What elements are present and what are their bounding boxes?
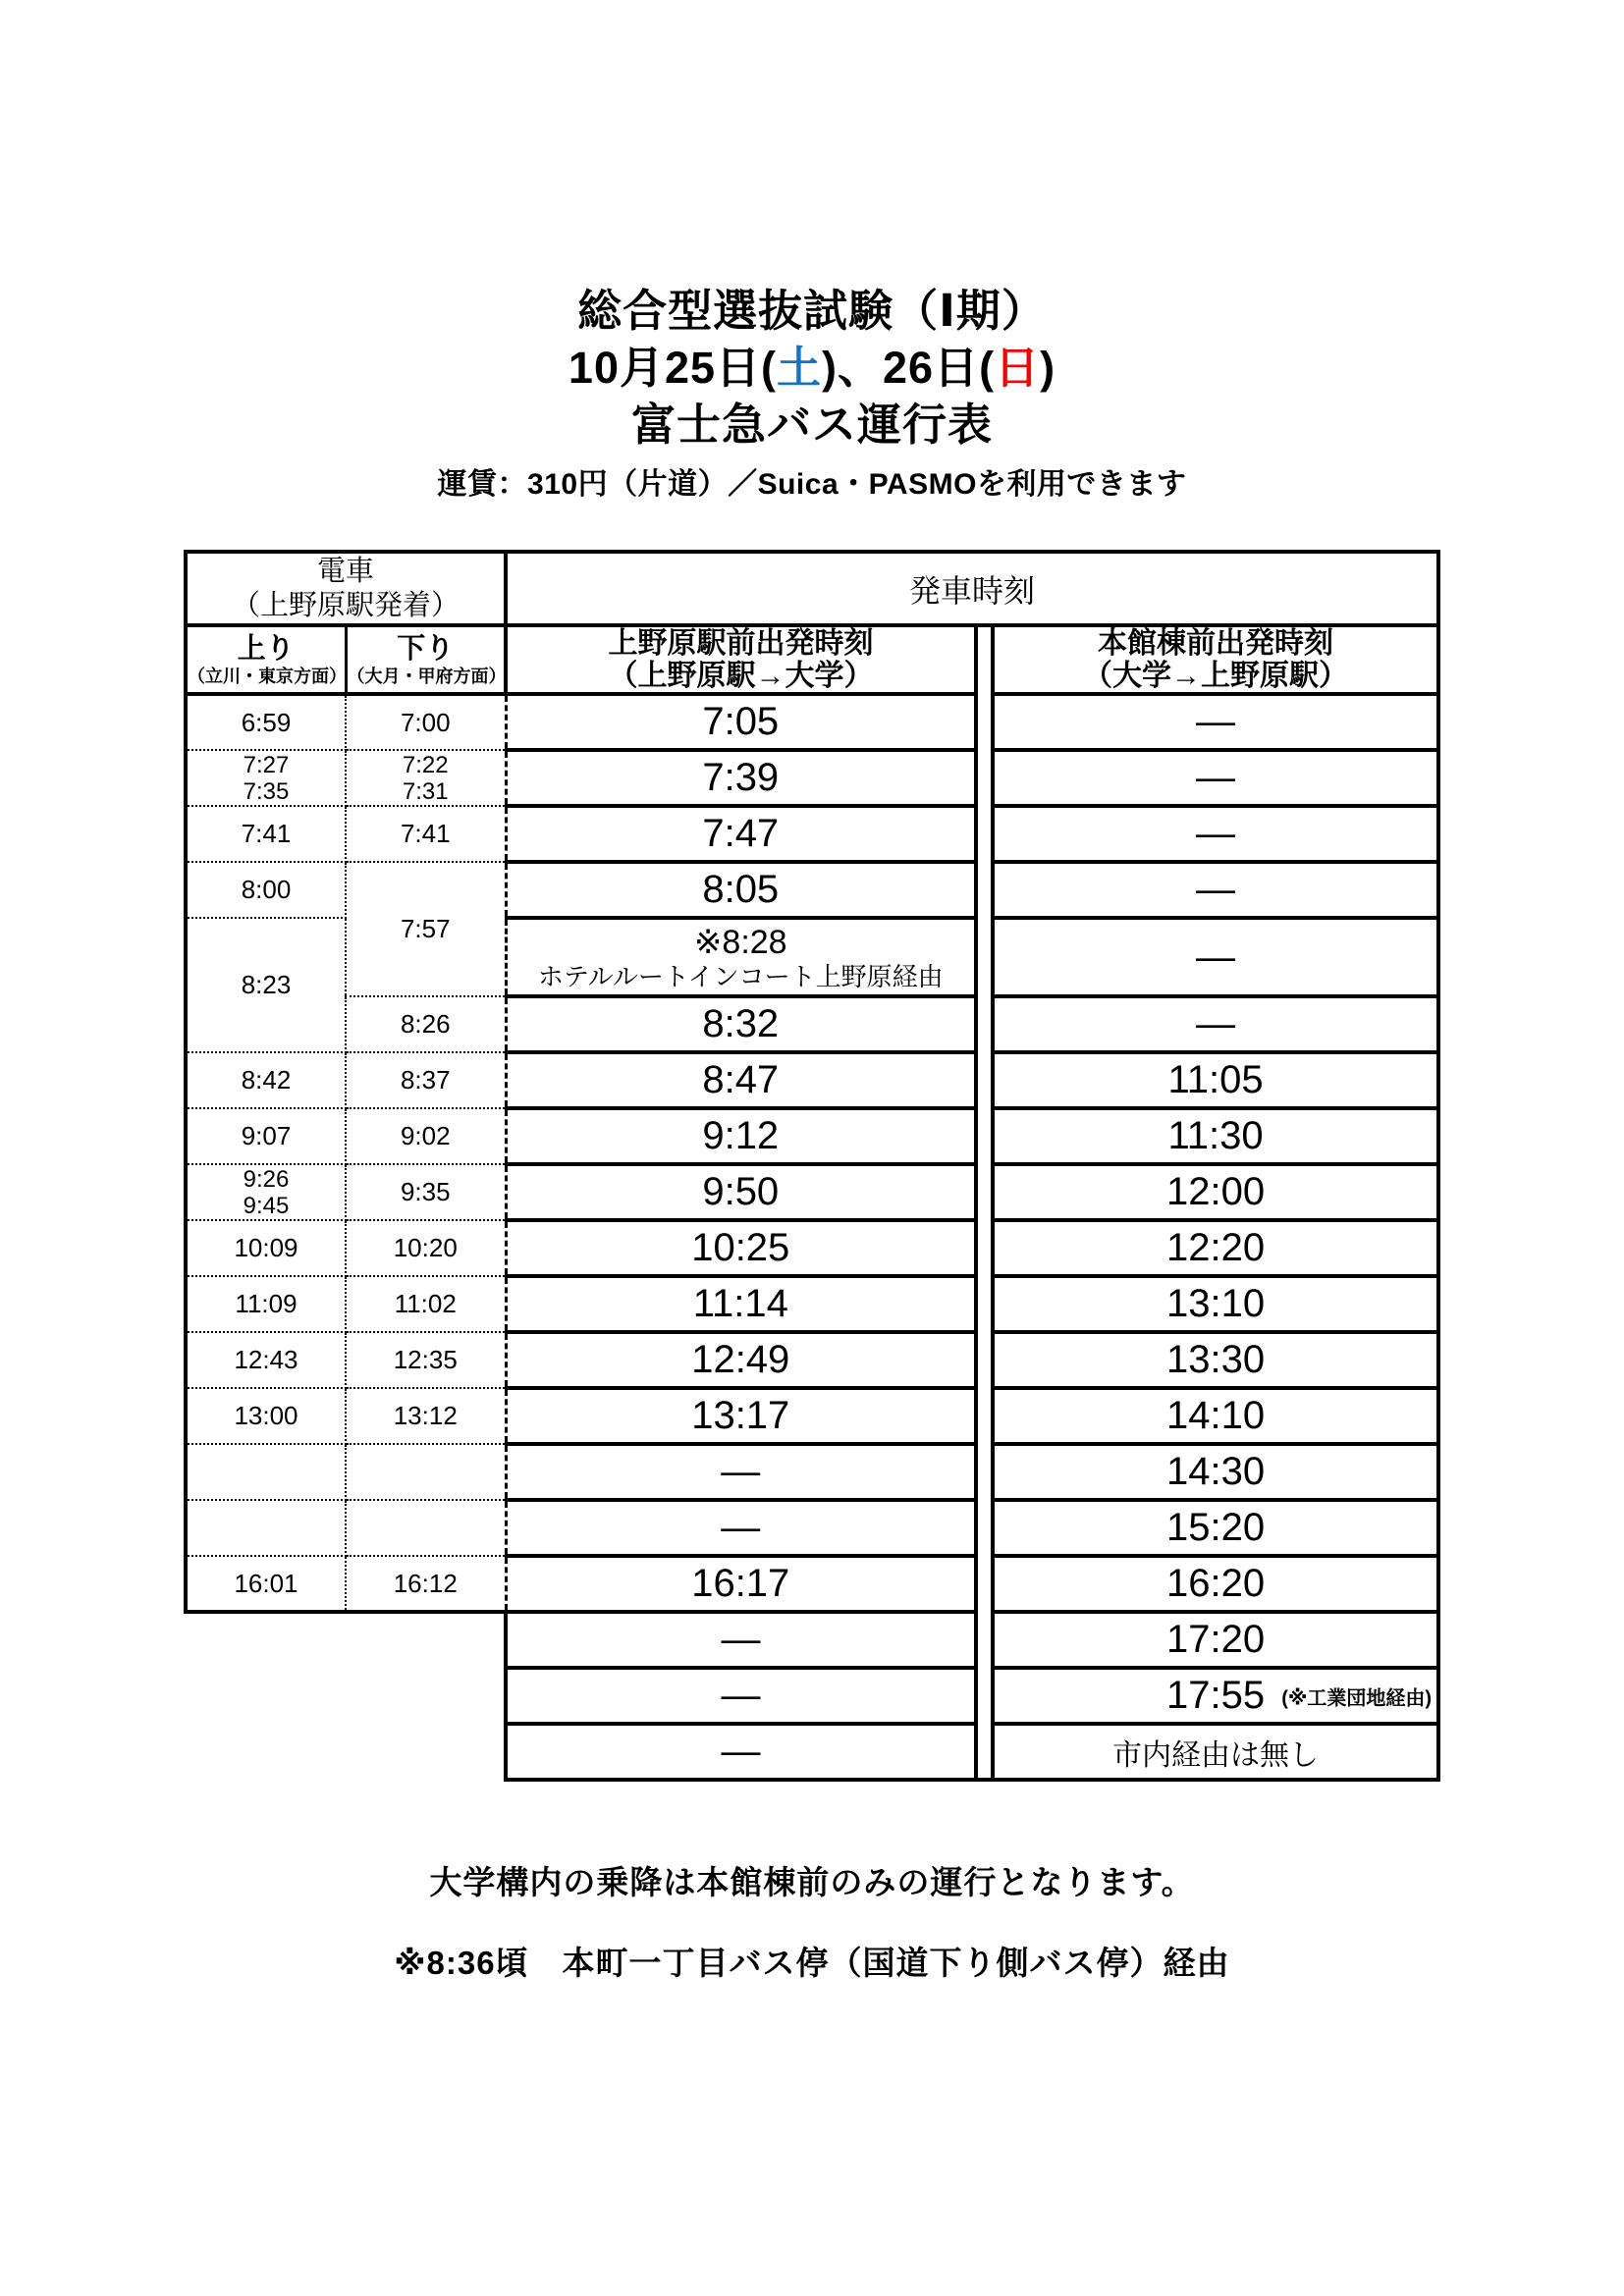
train-down-time (346, 1444, 506, 1500)
train-down-time: 7:41 (346, 806, 506, 862)
bus-from-station-time: — (506, 1500, 976, 1556)
campus-stop-note: 大学構内の乗降は本館棟前のみの運行となります。 (429, 1864, 1195, 1900)
bus-from-campus-time: — (993, 918, 1438, 996)
date-sunday: 日 (995, 343, 1041, 393)
bus-timetable-table (184, 550, 1440, 1782)
double-line-spacer (976, 1220, 993, 1276)
bus-from-station-time-text: ※8:28 (693, 923, 787, 961)
double-line-spacer (976, 1500, 993, 1556)
hommachi-busstop-note: ※8:36頃 本町一丁目バス停（国道下り側バス停）経由 (394, 1945, 1230, 1981)
train-group-label: 電車 (317, 555, 375, 587)
bus-from-station-time: — (506, 1724, 976, 1780)
double-line-spacer (976, 918, 993, 996)
double-line-spacer (976, 806, 993, 862)
bus-from-station-time: 7:39 (506, 750, 976, 806)
train-up-time: 7:41 (186, 806, 346, 862)
header-row-groups (186, 552, 1438, 625)
bus-from-campus-time: 13:10 (993, 1276, 1438, 1332)
bus-from-station-time: 12:49 (506, 1332, 976, 1388)
double-line-spacer (976, 1556, 993, 1612)
bus-from-campus-time: 14:30 (993, 1444, 1438, 1500)
campus-departure-direction: （大学→上野原駅） (1083, 660, 1349, 692)
bus-from-campus-time: 12:00 (993, 1164, 1438, 1220)
up-train-label: 上り (237, 632, 295, 665)
table-row (186, 862, 1438, 918)
double-line-spacer (976, 1332, 993, 1388)
bus-from-campus-time: — (993, 750, 1438, 806)
exam-title-text: 総合型選抜試験（Ⅰ期） (577, 286, 1047, 336)
bus-from-campus-time (993, 1668, 1438, 1724)
train-down-time: 12:35 (346, 1332, 506, 1388)
train-down-time: 7:57 (346, 862, 506, 996)
double-line-spacer (976, 625, 993, 694)
double-line-spacer (976, 1444, 993, 1500)
campus-departure-column-header (993, 625, 1438, 694)
bus-from-campus-time: 13:30 (993, 1332, 1438, 1388)
time-line-2: 7:35 (243, 777, 290, 805)
double-line-spacer (976, 1052, 993, 1108)
bus-from-station-time: 16:17 (506, 1556, 976, 1612)
time-line-1: 7:22 (402, 751, 449, 778)
bus-from-campus-time: — (993, 996, 1438, 1052)
table-row (186, 1276, 1438, 1332)
bus-from-station-time: 8:05 (506, 862, 976, 918)
train-up-time: 11:09 (186, 1276, 346, 1332)
table-row (186, 1612, 1438, 1668)
bus-from-campus-time: — (993, 862, 1438, 918)
bus-from-station-time: — (506, 1444, 976, 1500)
train-up-time: 13:00 (186, 1388, 346, 1444)
bus-from-station-time (506, 918, 976, 996)
time-line-1: 7:27 (243, 751, 290, 778)
train-down-time: 9:35 (346, 1164, 506, 1220)
campus-departure-label: 本館棟前出発時刻 (1098, 627, 1334, 660)
bus-from-station-time: 13:17 (506, 1388, 976, 1444)
table-row (186, 1164, 1438, 1220)
train-down-time: 9:02 (346, 1108, 506, 1164)
time-line-1: 9:26 (243, 1165, 290, 1193)
departure-group-header: 発車時刻 (506, 552, 1438, 625)
table-row (186, 1724, 1438, 1780)
time-line-2: 7:31 (402, 777, 449, 805)
footer-notes (0, 1863, 1624, 1983)
down-train-direction: （大月・甲府方面） (347, 666, 507, 686)
fare-note: 運賃：310円（片道）／Suica・PASMOを利用できます (437, 468, 1187, 501)
date-middle: )、26日( (822, 343, 996, 393)
station-departure-column-header (506, 625, 976, 694)
empty-region (186, 1668, 506, 1724)
double-line-spacer (976, 750, 993, 806)
bus-from-campus-time: 12:20 (993, 1220, 1438, 1276)
train-down-time: 8:37 (346, 1052, 506, 1108)
bus-from-station-time: 9:50 (506, 1164, 976, 1220)
double-line-spacer (976, 1612, 993, 1668)
table-row (186, 1220, 1438, 1276)
train-down-time (346, 1500, 506, 1556)
bus-from-station-time: 7:47 (506, 806, 976, 862)
bus-from-campus-time: 11:30 (993, 1108, 1438, 1164)
bus-from-campus-time: 11:05 (993, 1052, 1438, 1108)
table-row (186, 1052, 1438, 1108)
table-row (186, 694, 1438, 750)
up-train-direction: （立川・東京方面） (188, 666, 347, 686)
train-down-time: 11:02 (346, 1276, 506, 1332)
via-industrial-park-note: (※工業団地経由) (1281, 1687, 1433, 1709)
train-up-time: 10:09 (186, 1220, 346, 1276)
train-up-time (186, 1500, 346, 1556)
double-line-spacer (976, 1164, 993, 1220)
bus-from-station-time: 8:47 (506, 1052, 976, 1108)
double-line-spacer (976, 996, 993, 1052)
header-row-columns (186, 625, 1438, 694)
train-down-time: 13:12 (346, 1388, 506, 1444)
table-row (186, 1332, 1438, 1388)
down-train-column-header (346, 625, 506, 694)
bus-from-campus-time: 17:20 (993, 1612, 1438, 1668)
time-line-2: 9:45 (243, 1192, 290, 1219)
exam-dates (0, 340, 1624, 397)
double-line-spacer (976, 862, 993, 918)
via-hotel-note: ホテルルートインコート上野原経由 (537, 961, 944, 991)
bus-from-station-time: 11:14 (506, 1276, 976, 1332)
train-up-time: 16:01 (186, 1556, 346, 1612)
train-group-header (186, 552, 506, 625)
bus-from-campus-time: 16:20 (993, 1556, 1438, 1612)
bus-from-station-time: — (506, 1668, 976, 1724)
no-city-route-note: 市内経由は無し (993, 1724, 1438, 1780)
date-saturday: 土 (777, 343, 823, 393)
train-down-time: 16:12 (346, 1556, 506, 1612)
train-up-time: 8:23 (186, 918, 346, 1052)
table-row (186, 750, 1438, 806)
bus-from-campus-time: 15:20 (993, 1500, 1438, 1556)
double-line-spacer (976, 694, 993, 750)
train-down-time: 10:20 (346, 1220, 506, 1276)
date-prefix: 10月25日( (568, 343, 778, 393)
timetable-title-text: 富士急バス運行表 (630, 400, 993, 450)
bus-from-campus-time: — (993, 694, 1438, 750)
exam-title (0, 283, 1624, 340)
train-up-time (186, 750, 346, 806)
double-line-spacer (976, 1108, 993, 1164)
table-row (186, 1500, 1438, 1556)
double-line-spacer (976, 1276, 993, 1332)
train-group-sublabel: （上野原駅発着） (232, 589, 460, 621)
train-up-time: 9:07 (186, 1108, 346, 1164)
bus-from-station-time: 8:32 (506, 996, 976, 1052)
bus-from-station-time: — (506, 1612, 976, 1668)
table-row (186, 1556, 1438, 1612)
up-train-column-header (186, 625, 346, 694)
table-row (186, 1668, 1438, 1724)
empty-region (186, 1724, 506, 1780)
station-departure-label: 上野原駅前出発時刻 (608, 627, 874, 660)
bus-from-campus-time-text: 17:55 (1165, 1674, 1266, 1717)
station-departure-direction: （上野原駅→大学） (608, 660, 874, 692)
train-up-time (186, 1164, 346, 1220)
train-down-time: 8:26 (346, 996, 506, 1052)
table-row (186, 996, 1438, 1052)
double-line-spacer (976, 1668, 993, 1724)
bus-from-campus-time: — (993, 806, 1438, 862)
bus-from-station-time: 7:05 (506, 694, 976, 750)
train-up-time: 12:43 (186, 1332, 346, 1388)
bus-from-station-time: 9:12 (506, 1108, 976, 1164)
train-down-time: 7:00 (346, 694, 506, 750)
empty-region (186, 1612, 506, 1668)
title-block (0, 283, 1624, 503)
table-row (186, 806, 1438, 862)
bus-from-station-time: 10:25 (506, 1220, 976, 1276)
table-row (186, 1388, 1438, 1444)
train-up-time (186, 1444, 346, 1500)
down-train-label: 下り (397, 632, 455, 665)
train-up-time: 8:42 (186, 1052, 346, 1108)
table-row (186, 1108, 1438, 1164)
train-up-time: 6:59 (186, 694, 346, 750)
date-suffix: ) (1040, 343, 1056, 393)
double-line-spacer (976, 1724, 993, 1780)
train-down-time (346, 750, 506, 806)
bus-from-campus-time: 14:10 (993, 1388, 1438, 1444)
table-row (186, 1444, 1438, 1500)
double-line-spacer (976, 1388, 993, 1444)
train-up-time: 8:00 (186, 862, 346, 918)
timetable-title (0, 397, 1624, 454)
